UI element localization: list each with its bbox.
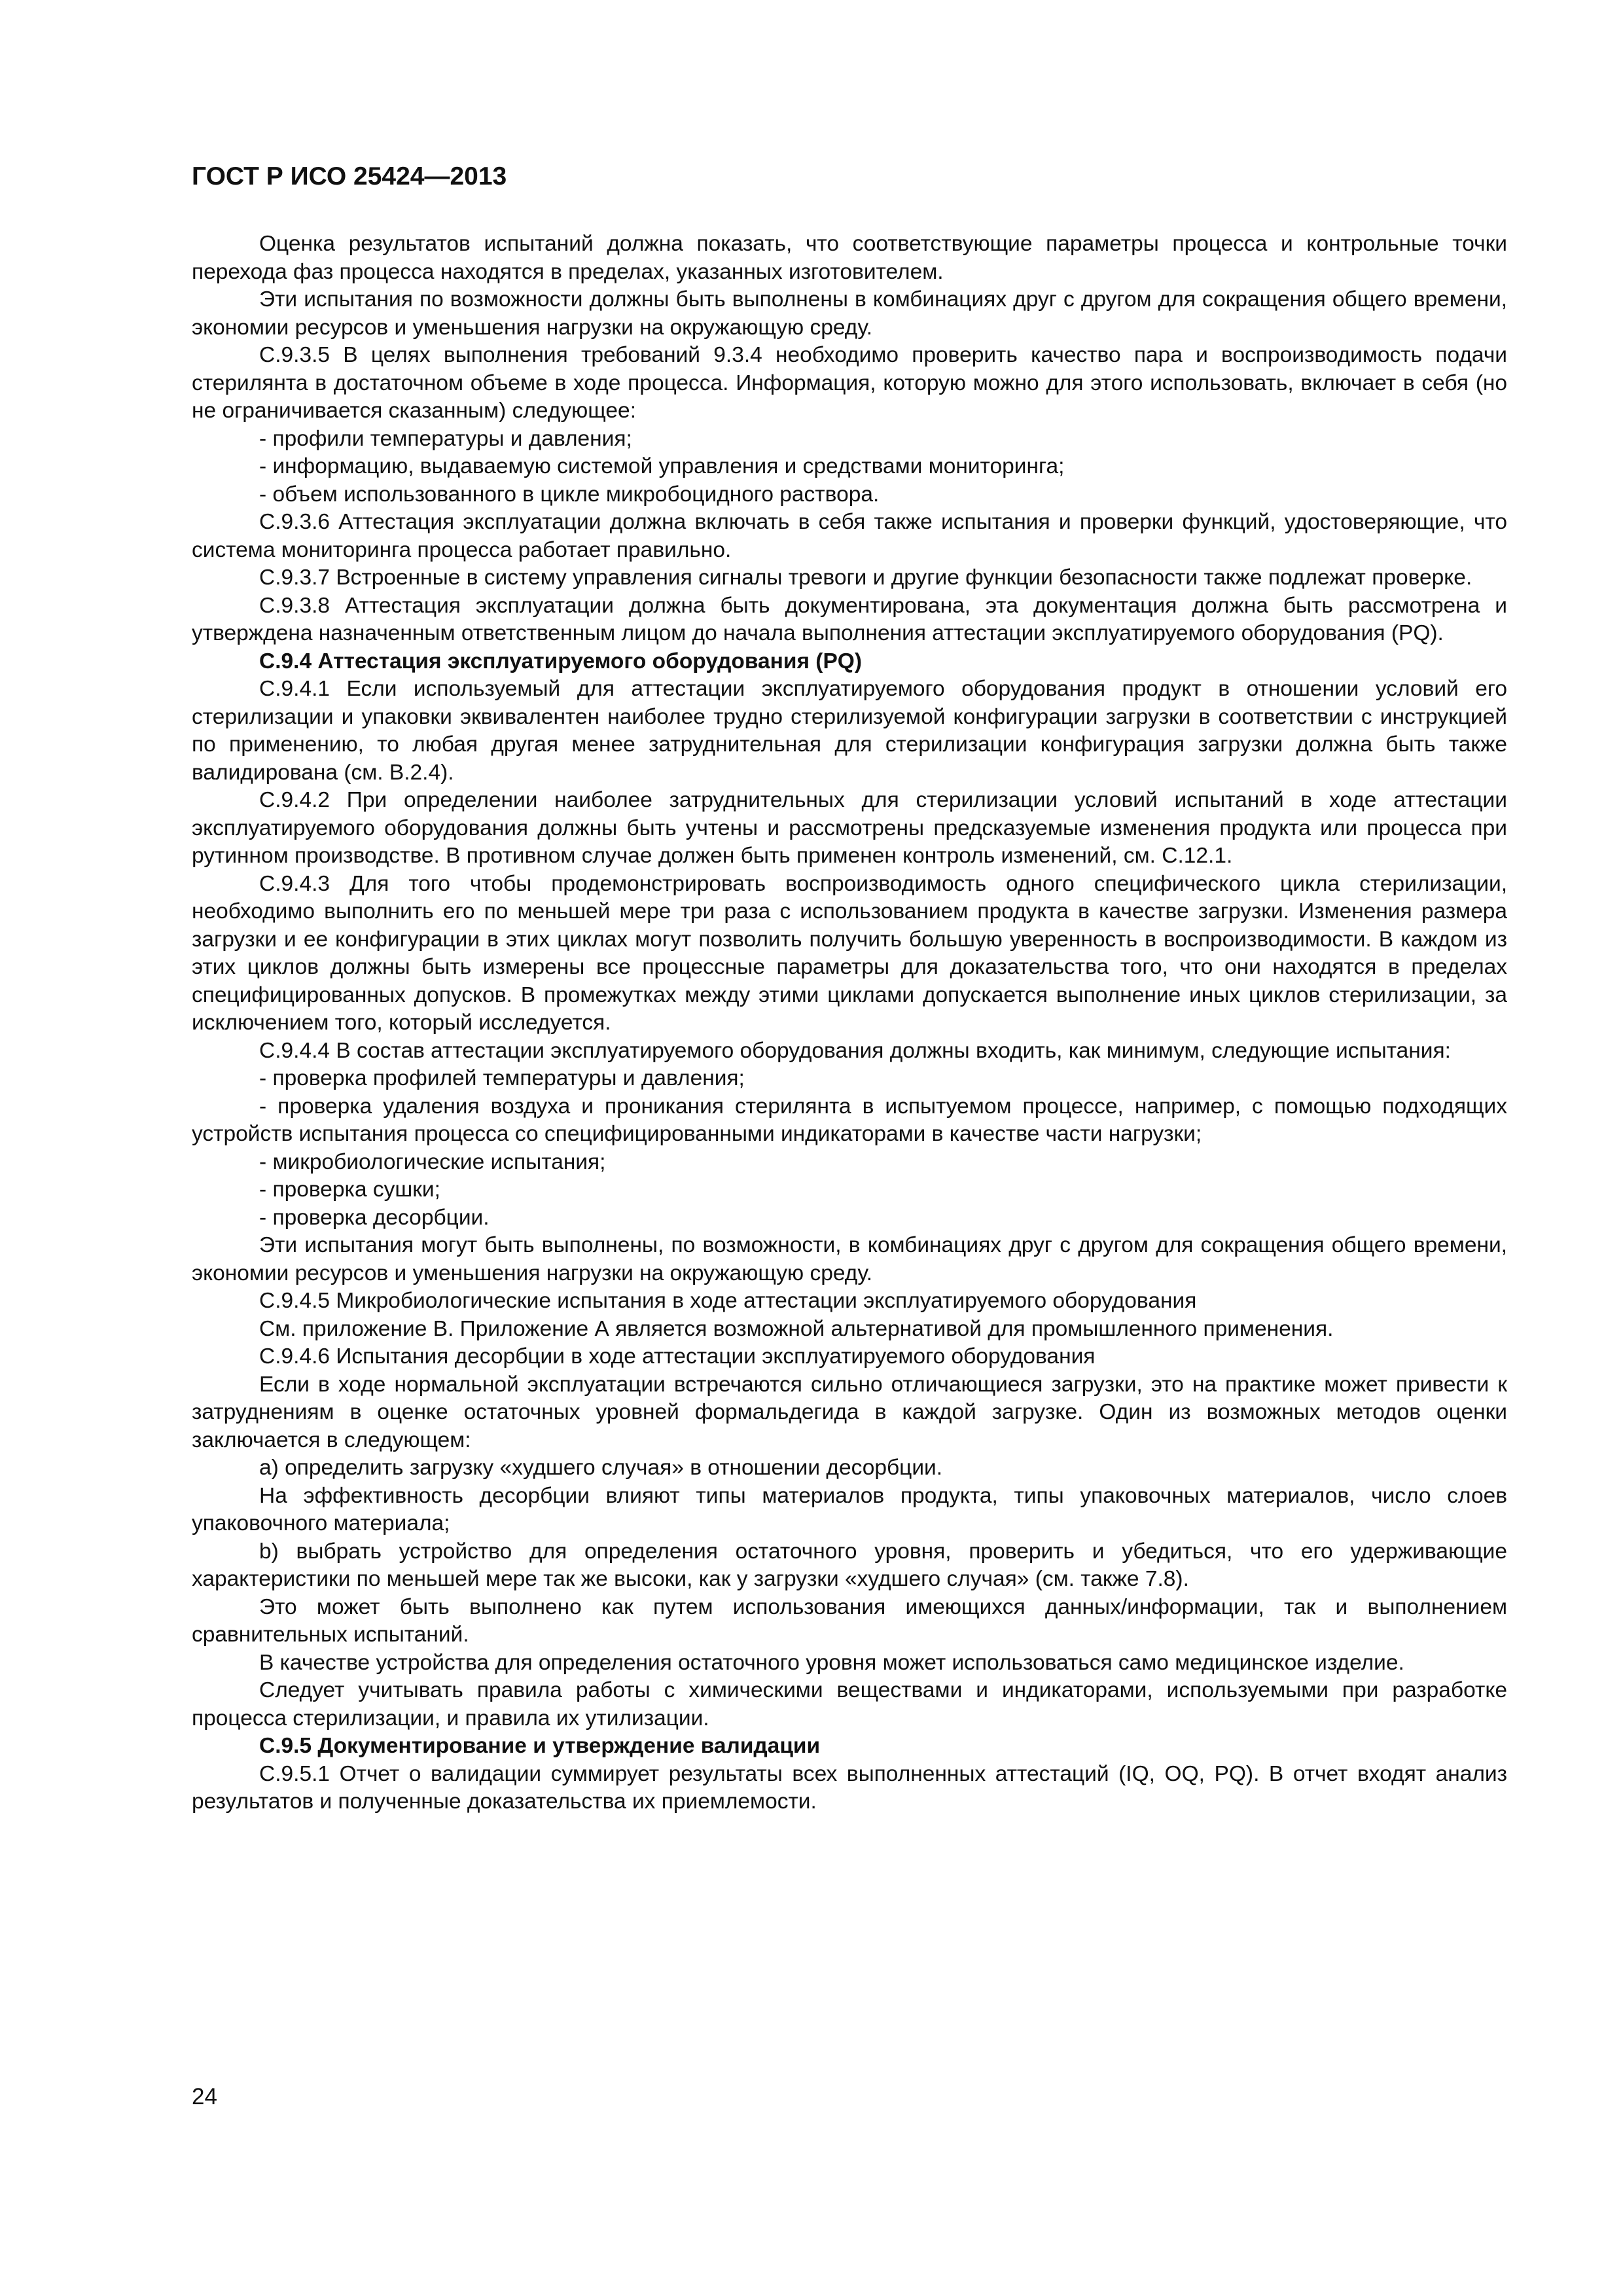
clause-c-9-4-1: С.9.4.1 Если используемый для аттестации эксплуатируемого оборудования продукт в отношении условий его стерилизации и упаковки эквивалентен наиболее трудно стерилизуемой конфигурации загрузки в соответствии с инструкцией по применению, то любая другая менее затруднительная для стерилизации конфигурация загрузки должна быть также валидирована (см. В.2.4).: [192, 677, 1507, 785]
list-item: - информацию, выдаваемую системой управления и средствами мониторинга;: [259, 454, 1065, 478]
document-body: [192, 230, 1507, 1816]
list-item: - проверка сушки;: [259, 1177, 440, 1202]
clause-c-9-4-5: С.9.4.5 Микробиологические испытания в ходе аттестации эксплуатируемого оборудования: [259, 1289, 1197, 1313]
clause-c-9-3-8: С.9.3.8 Аттестация эксплуатации должна быть документирована, эта документация должна быть рассмотрена и утверждена назначенным ответственным лицом до начала выполнения аттестации эксплуатируемого оборудования (PQ).: [192, 593, 1507, 645]
paragraph: Оценка результатов испытаний должна показать, что соответствующие параметры процесса и контрольные точки перехода фаз процесса находятся в пределах, указанных изготовителем.: [192, 232, 1507, 284]
list-item: - проверка профилей температуры и давления;: [259, 1066, 745, 1090]
clause-c-9-5-1: С.9.5.1 Отчет о валидации суммирует результаты всех выполненных аттестаций (IQ, OQ, PQ). В отчет входят анализ результатов и полученные доказательства их приемлемости.: [192, 1761, 1507, 1814]
section-heading-c-9-5: С.9.5 Документирование и утверждение валидации: [259, 1734, 821, 1758]
standard-header: ГОСТ Р ИСО 25424—2013: [192, 162, 507, 190]
clause-c-9-3-5: С.9.3.5 В целях выполнения требований 9.3.4 необходимо проверить качество пара и воспроизводимость подачи стерилянта в достаточном объеме в ходе процесса. Информация, которую можно для этого использовать, включает в себя (но не ограничивается сказанным) следующее:: [192, 343, 1507, 423]
list-item: а) определить загрузку «худшего случая» в отношении десорбции.: [259, 1456, 943, 1480]
paragraph: Следует учитывать правила работы с химическими веществами и индикаторами, используемыми при разработке процесса стерилизации, и правила их утилизации.: [192, 1678, 1507, 1731]
list-item: - профили температуры и давления;: [259, 426, 632, 451]
clause-c-9-3-6: С.9.3.6 Аттестация эксплуатации должна включать в себя также испытания и проверки функций, удостоверяющие, что система мониторинга процесса работает правильно.: [192, 510, 1507, 562]
clause-c-9-4-6: С.9.4.6 Испытания десорбции в ходе аттестации эксплуатируемого оборудования: [259, 1344, 1096, 1369]
list-item: - микробиологические испытания;: [259, 1149, 606, 1174]
clause-c-9-3-7: С.9.3.7 Встроенные в систему управления сигналы тревоги и другие функции безопасности также подлежат проверке.: [259, 565, 1472, 590]
list-item: - объем использованного в цикле микробоцидного раствора.: [259, 482, 880, 507]
paragraph: Если в ходе нормальной эксплуатации встречаются сильно отличающиеся загрузки, это на практике может привести к затруднениям в оценке остаточных уровней формальдегида в каждой загрузке. Один из возможных методов оценки заключается в следующем:: [192, 1372, 1507, 1452]
list-item: - проверка десорбции.: [259, 1205, 490, 1230]
paragraph: В качестве устройства для определения остаточного уровня может использоваться само медицинское изделие.: [259, 1650, 1404, 1675]
list-item: b) выбрать устройство для определения остаточного уровня, проверить и убедиться, что его удерживающие характеристики по меньшей мере так же высоки, как у загрузки «худшего случая» (см. также 7.8).: [192, 1539, 1507, 1591]
page-number: 24: [192, 2084, 217, 2109]
clause-c-9-4-3: С.9.4.3 Для того чтобы продемонстрировать воспроизводимость одного специфического цикла стерилизации, необходимо выполнить его по меньшей мере три раза с использованием продукта в качестве загрузки. Изменения размера загрузки и ее конфигурации в этих циклах могут позволить получить большую уверенность в воспроизводимости. В каждом из этих циклов должны быть измерены все процессные параметры для доказательства того, что они находятся в пределах специфицированных допусков. В промежутках между этими циклами допускается выполнение иных циклов стерилизации, за исключением того, который исследуется.: [192, 871, 1507, 1035]
paragraph: Эти испытания могут быть выполнены, по возможности, в комбинациях друг с другом для сокращения общего времени, экономии ресурсов и уменьшения нагрузки на окружающую среду.: [192, 1233, 1507, 1285]
clause-c-9-4-2: С.9.4.2 При определении наиболее затруднительных для стерилизации условий испытаний в ходе аттестации эксплуатируемого оборудования должны быть учтены и рассмотрены предсказуемые изменения продукта или процесса при рутинном производстве. В противном случае должен быть применен контроль изменений, см. С.12.1.: [192, 788, 1507, 868]
paragraph: Эти испытания по возможности должны быть выполнены в комбинациях друг с другом для сокращения общего времени, экономии ресурсов и уменьшения нагрузки на окружающую среду.: [192, 287, 1507, 340]
paragraph: На эффективность десорбции влияют типы материалов продукта, типы упаковочных материалов, число слоев упаковочного материала;: [192, 1483, 1507, 1535]
list-item: - проверка удаления воздуха и проникания стерилянта в испытуемом процессе, например, с помощью подходящих устройств испытания процесса со специфицированными индикаторами в качестве части нагрузки;: [192, 1094, 1507, 1146]
clause-c-9-4-4: С.9.4.4 В состав аттестации эксплуатируемого оборудования должны входить, как минимум, следующие испытания:: [259, 1038, 1451, 1063]
paragraph: См. приложение В. Приложение А является возможной альтернативой для промышленного применения.: [259, 1316, 1334, 1341]
section-heading-c-9-4: С.9.4 Аттестация эксплуатируемого оборудования (PQ): [259, 649, 863, 673]
paragraph: Это может быть выполнено как путем использования имеющихся данных/информации, так и выполнением сравнительных испытаний.: [192, 1594, 1507, 1647]
